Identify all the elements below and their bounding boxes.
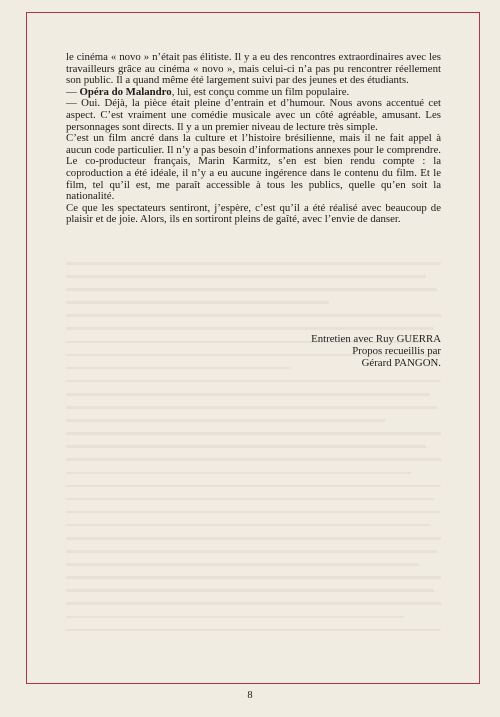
- show-through-text: [66, 262, 441, 642]
- paragraph-cinema-novo: le cinéma « novo » n’était pas élitiste. Il y a eu des rencontres extraordinaires avec les travailleurs grâce au cinéma « novo », mais celui-ci n’a pas pu rencontrer réellement son public. Il a quand même été largement suivi par des jeunes et des étudiants.: [66, 51, 441, 87]
- credit-interview: Entretien avec Ruy GUERRA: [311, 333, 441, 345]
- film-title: Opéra do Malandro: [79, 85, 172, 98]
- page-number: 8: [247, 690, 253, 701]
- paragraph-culture-bresilienne: C’est un film ancré dans la culture et l’histoire brésilienne, mais il ne fait appel à aucun code particulier. Il n’y a pas besoin d’informations annexes pour le comprendre. Le co-producteur français, Marin Karmitz, s’en est bien rendu compte : la coproduction a été idéale, il n’y a eu aucune ingérence dans le contenu du film. Et le film, tel qu’il est, me paraît accessible à tous les publics, quelle qu’en soit la nationalité.: [66, 132, 441, 203]
- credit-collected: Propos recueillis par: [352, 345, 441, 358]
- question-opera-do-malandro: — Opéra do Malandro, lui, est conçu comme un film populaire.: [66, 85, 350, 98]
- paragraph-spectateurs: Ce que les spectateurs sentiront, j’espère, c’est qu’il a été réalisé avec beaucoup de plaisir et de joie. Alors, ils en sortiront pleins de gaîté, avec l’envie de danser.: [66, 201, 441, 226]
- credit-author: Gérard PANGON.: [361, 357, 441, 370]
- article-body: [66, 52, 441, 226]
- paragraph-comedie-musicale: — Oui. Déjà, la pièce était pleine d’entrain et d’humour. Nous avons accentué cet aspect. C’est vraiment une comédie musicale avec un côté agréable, amusant. Les personnages sont directs. Il y a un premier niveau de lecture très simple.: [66, 97, 441, 133]
